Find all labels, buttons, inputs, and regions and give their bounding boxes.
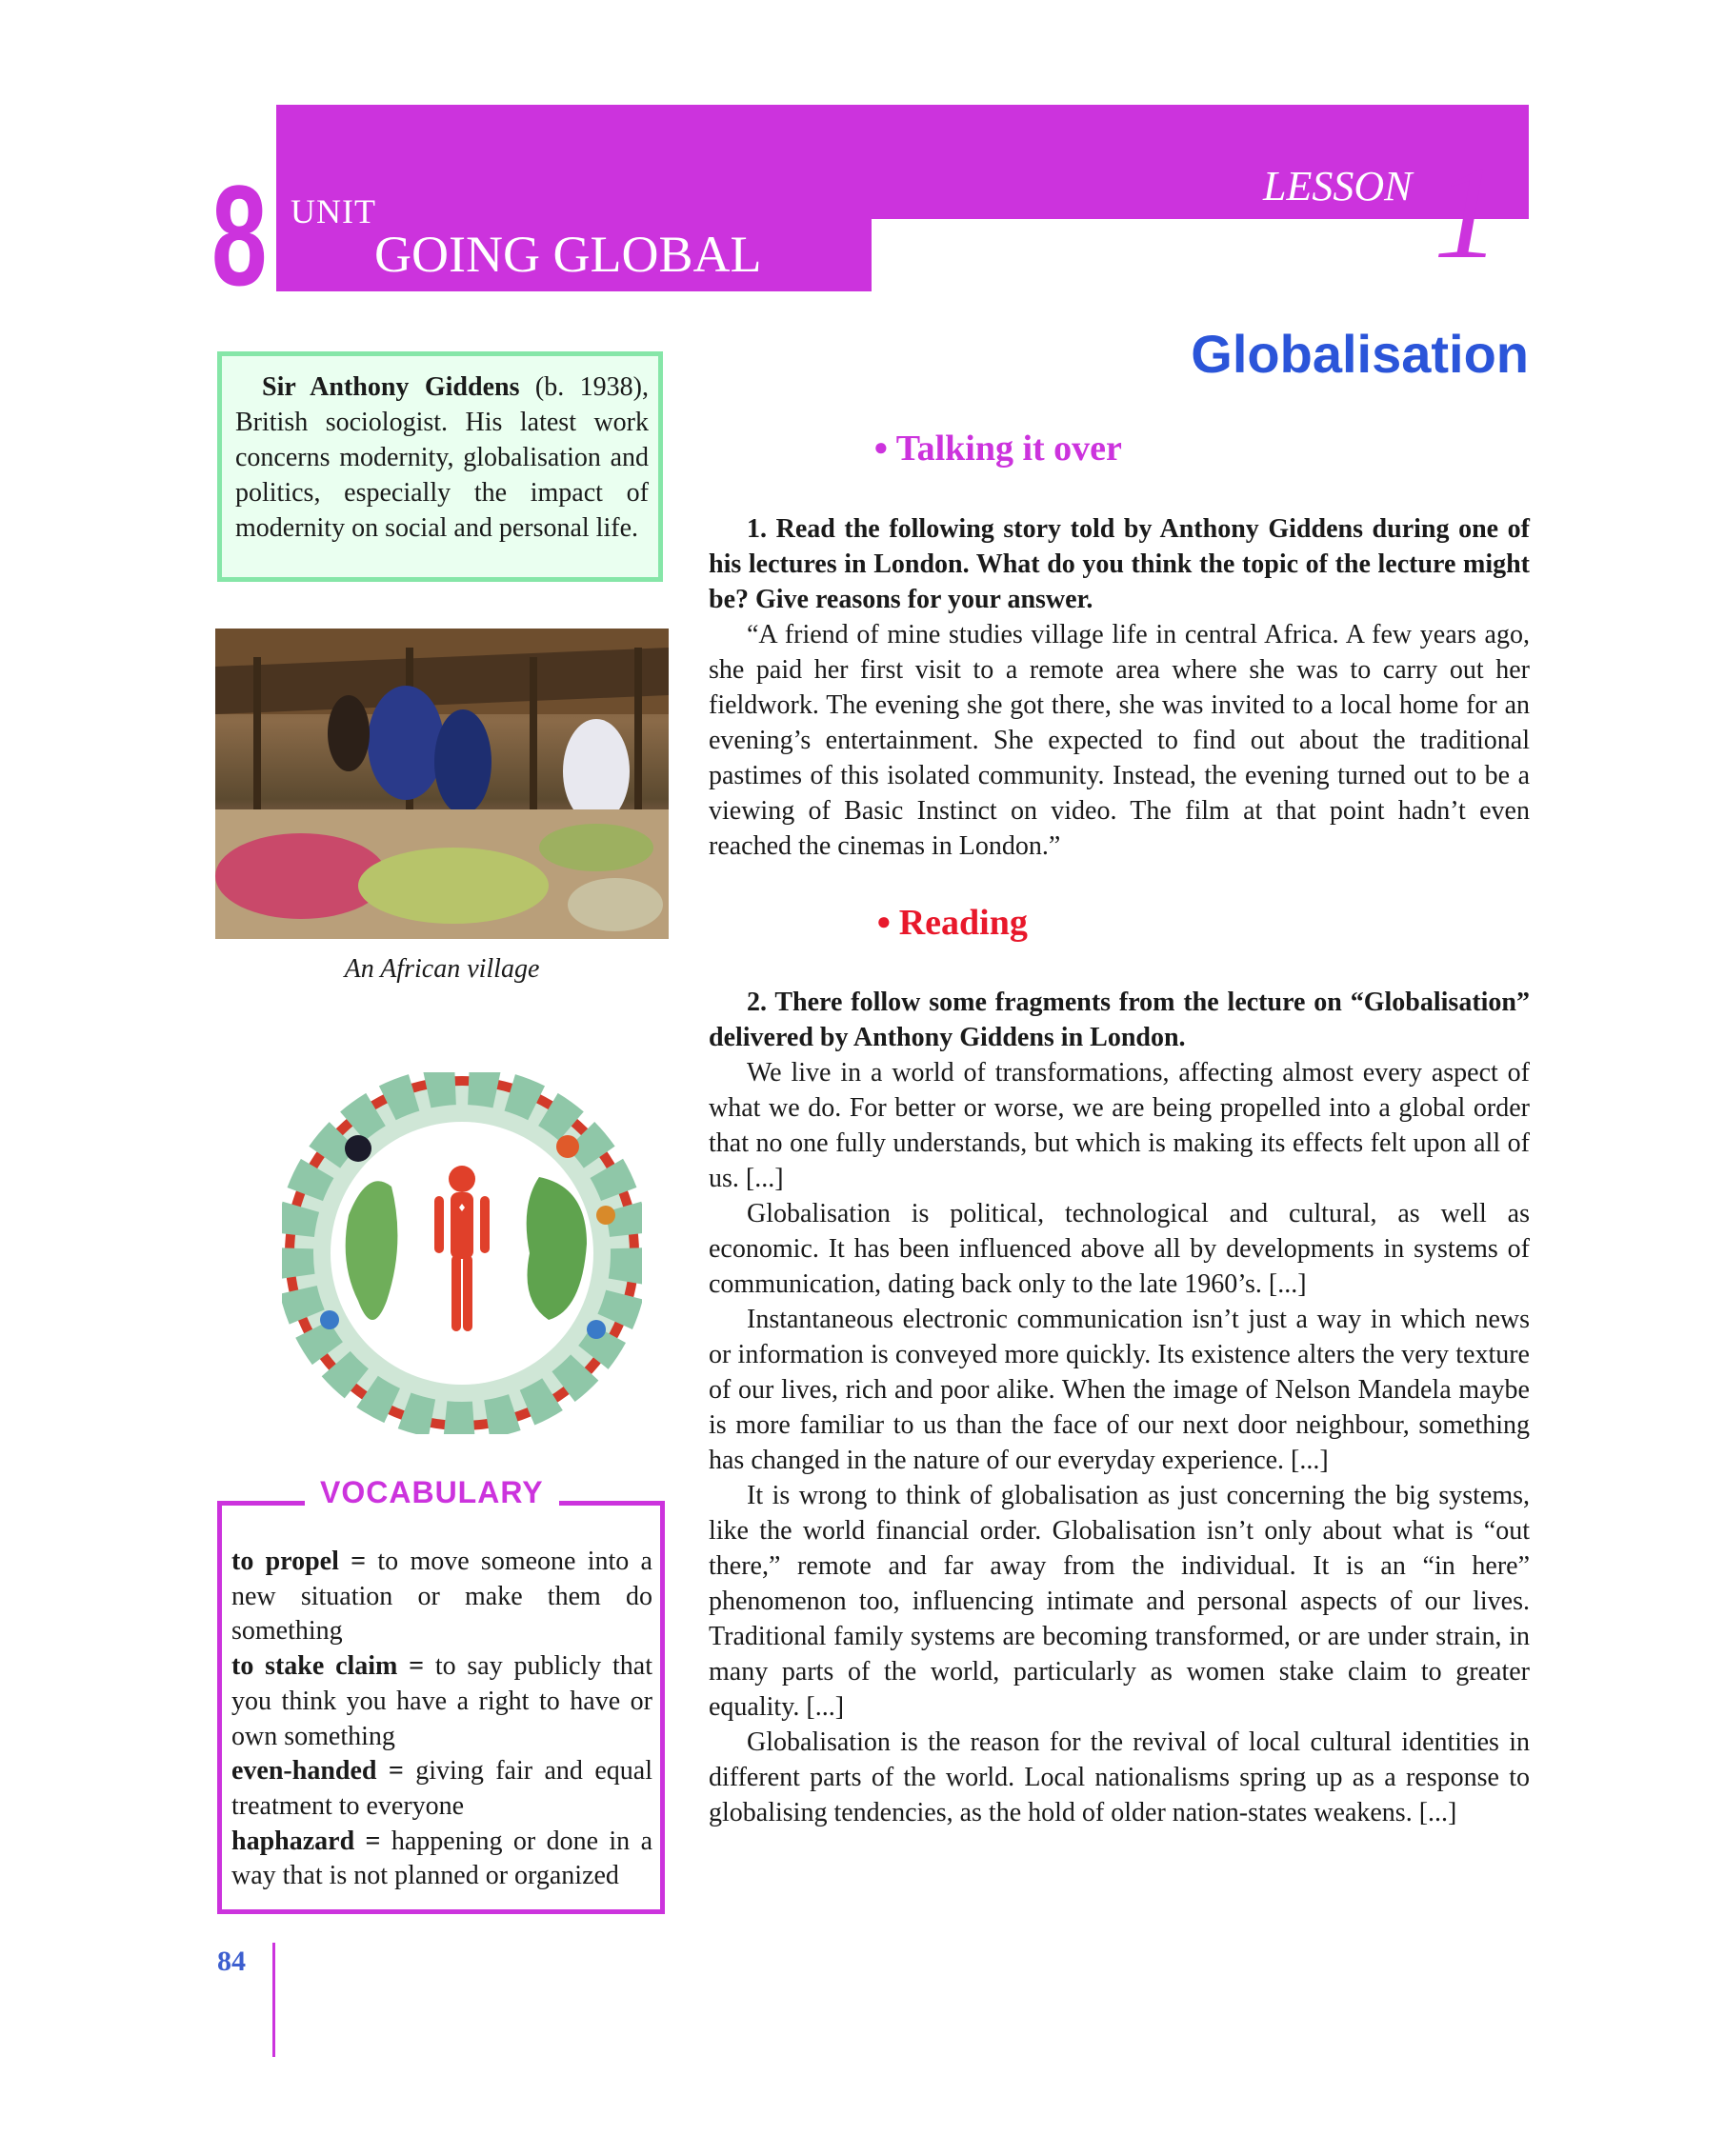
photo-caption: An African village <box>344 954 540 984</box>
vocab-term: even-handed = <box>231 1756 404 1787</box>
section-heading-text: Talking it over <box>895 429 1122 469</box>
lesson-number: 1 <box>1434 139 1500 287</box>
globe-figure-illustration <box>282 1072 642 1434</box>
unit-title: GOING GLOBAL <box>374 226 762 283</box>
story-paragraph: “A friend of mine studies village life in central Africa. A few years ago, she paid her first visit to a remote area where she was to carry out her fieldwork. The evening she got there, she was invited to a local home for an evening’s entertainment. She expected to find out about the traditional pastimes of this isolated community. Instead, the evening turned out to be a viewing of Basic Instinct on video. The film at that point hadn’t even reached the cinemas in London.” <box>709 620 1530 861</box>
section-heading-reading <box>876 899 1028 946</box>
bullet-icon: ● <box>876 908 892 935</box>
lesson-title: Globalisation <box>1191 324 1529 384</box>
vocab-definition: happening or done in a way that is not planned or organized <box>231 1826 652 1891</box>
vocab-definition: to say publicly that you think you have a right to have or own something <box>231 1651 653 1751</box>
vocab-definition: giving fair and equal treatment to everyone <box>231 1756 652 1821</box>
question-2: 2. There follow some fragments from the lecture on “Globalisation” delivered by Anthony Giddens in London. <box>709 988 1530 1052</box>
bio-name: Sir Anthony Giddens <box>262 372 520 402</box>
section-heading-talking <box>873 425 1122 471</box>
question-1: 1. Read the following story told by Anthony Giddens during one of his lectures in London. What do you think the topic of the lecture might be? Give reasons for your answer. <box>709 514 1530 614</box>
bullet-icon: ● <box>873 433 889 461</box>
page-number: 84 <box>217 1946 246 1977</box>
vocab-definition: to move someone into a new situation or make them do something <box>231 1547 652 1647</box>
vocab-term: haphazard = <box>231 1826 381 1856</box>
vocab-entry <box>231 1545 652 1649</box>
lecture-paragraph: Instantaneous electronic communication isn’t just a way in which news or information is conveyed more quickly. Its existence alters the very texture of our lives, rich and poor alike. When the image of Nelson Mandela maybe is more familiar to us than the face of our next door neighbour, something has changed in the nature of our everyday experience. [...] <box>709 1305 1530 1475</box>
vocabulary-list <box>231 1545 652 1894</box>
unit-number: 8 <box>211 155 268 315</box>
reading-section-text <box>709 985 1530 1830</box>
unit-label: UNIT <box>291 192 376 230</box>
vocab-term: to stake claim = <box>231 1651 425 1682</box>
talking-section-text <box>709 511 1530 864</box>
vocab-term: to propel = <box>231 1547 367 1576</box>
village-photo <box>215 629 669 939</box>
lecture-paragraph: It is wrong to think of globalisation as just concerning the big systems, like the world financial order. Globalisation isn’t only about what is “out there,” remote and far away from the individual. It is an “in here” phenomenon too, influencing intimate and personal aspects of our lives. Traditional family systems are becoming transformed, or are under strain, in many parts of the world, particularly as women stake claim to greater equality. [...] <box>709 1481 1530 1722</box>
lecture-paragraph: Globalisation is the reason for the revival of local cultural identities in different parts of the world. Local nationalisms spring up as a response to globalising tendencies, as the hold of older nation-states weakens. [...] <box>709 1727 1530 1827</box>
bio-box <box>217 351 663 582</box>
section-heading-text: Reading <box>898 903 1028 943</box>
lesson-label: LESSON <box>1263 163 1413 210</box>
lecture-paragraph: We live in a world of transformations, affecting almost every aspect of what we do. For better or worse, we are being propelled into a global order that no one fully understands, but which is making its effects felt upon all of us. [...] <box>709 1058 1530 1193</box>
vocab-entry <box>231 1825 652 1894</box>
lecture-paragraph: Globalisation is political, technological and cultural, as well as economic. It has been influenced above all by developments in systems of communication, dating back only to the late 1960’s. [...] <box>709 1199 1530 1299</box>
bio-text: (b. 1938), British sociologist. His latest work concerns modernity, globalisation and politics, especially the impact of modernity on social and personal life. <box>235 372 649 543</box>
page-number-rule <box>272 1943 275 2057</box>
vocabulary-title: VOCABULARY <box>305 1473 559 1511</box>
vocab-entry <box>231 1754 652 1824</box>
vocab-entry <box>231 1649 652 1754</box>
